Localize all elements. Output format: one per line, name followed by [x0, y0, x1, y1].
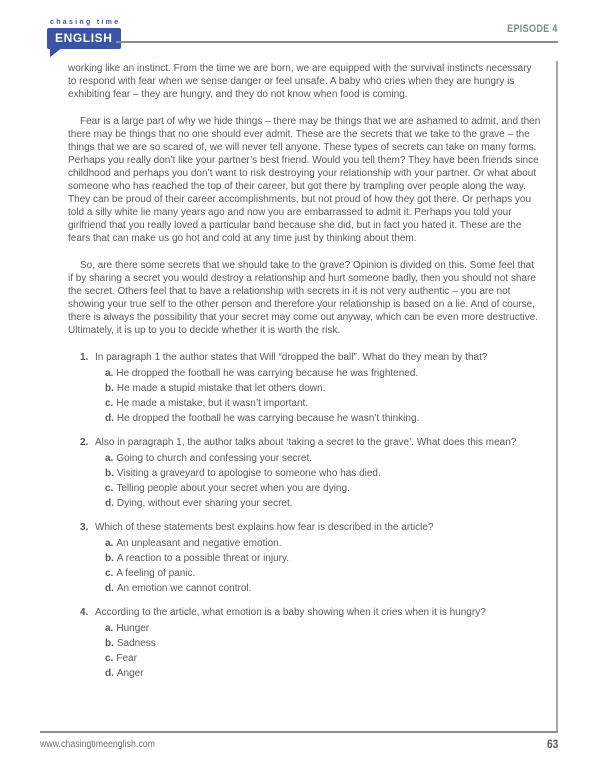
question-1	[80, 351, 541, 426]
option-text: He dropped the football he was carrying because he wasn’t thinking.	[116, 413, 420, 424]
comprehension-questions	[68, 351, 541, 681]
answer-option	[105, 366, 541, 381]
question-number: 4.	[80, 607, 89, 618]
option-letter: d.	[105, 413, 114, 424]
answer-option	[105, 636, 541, 651]
option-text: An unpleasant and negative emotion.	[116, 538, 282, 549]
option-text: Dying, without ever sharing your secret.	[116, 498, 293, 509]
option-text: Telling people about your secret when you are dying.	[116, 483, 350, 494]
footer-divider	[40, 731, 558, 733]
question-number: 3.	[80, 522, 89, 533]
right-margin-rule	[556, 61, 558, 733]
logo-wordmark: ENGLISH	[55, 31, 113, 45]
option-text: Anger	[116, 668, 144, 679]
answer-option	[105, 466, 541, 481]
option-letter: b.	[105, 638, 114, 649]
question-number: 2.	[80, 437, 89, 448]
answer-option	[105, 411, 541, 426]
question-text: In paragraph 1 the author states that Will “dropped the ball”. What do they mean by that?	[95, 352, 488, 363]
question-body	[95, 606, 541, 681]
chasing-time-english-logo	[47, 19, 121, 49]
header-divider	[116, 41, 558, 43]
option-text: He dropped the football he was carrying because he was frightened.	[116, 368, 419, 379]
footer-website-url: www.chasingtimeenglish.com	[40, 739, 155, 750]
article-content	[68, 62, 541, 681]
question-text: Which of these statements best explains how fear is described in the article?	[95, 522, 434, 533]
option-letter: d.	[105, 668, 114, 679]
episode-label: EPISODE 4	[507, 23, 558, 35]
option-letter: a.	[105, 453, 114, 464]
logo-speech-bubble	[47, 28, 121, 49]
option-text: Fear	[116, 653, 137, 664]
answer-option	[105, 551, 541, 566]
option-letter: a.	[105, 538, 114, 549]
speech-bubble-tail-icon	[50, 48, 62, 57]
option-letter: d.	[105, 583, 114, 594]
option-text: A reaction to a possible threat or injury.	[116, 553, 290, 564]
question-number: 1.	[80, 352, 89, 363]
option-text: He made a mistake, but it wasn’t important.	[116, 398, 309, 409]
question-text: Also in paragraph 1, the author talks about ‘taking a secret to the grave’. What does this mean?	[95, 437, 517, 448]
option-letter: c.	[105, 568, 114, 579]
answer-option	[105, 496, 541, 511]
answer-option	[105, 666, 541, 681]
answer-option	[105, 451, 541, 466]
answer-option	[105, 581, 541, 596]
answer-option	[105, 621, 541, 636]
option-text: Visiting a graveyard to apologise to someone who has died.	[116, 468, 381, 479]
option-text: Going to church and confessing your secret.	[116, 453, 313, 464]
answer-option	[105, 381, 541, 396]
option-letter: b.	[105, 383, 114, 394]
option-letter: a.	[105, 623, 114, 634]
question-body	[95, 436, 541, 511]
answer-option	[105, 481, 541, 496]
article-paragraph: working like an instinct. From the time we are born, we are equipped with the survival instincts necessary to respond with fear when we sense danger or feel unsafe. A baby who cries when they are hungry is exhibiting fear – they are hungry, and they do not know when food is coming.	[68, 63, 532, 100]
option-text: A feeling of panic.	[116, 568, 196, 579]
option-letter: b.	[105, 468, 114, 479]
answer-option	[105, 536, 541, 551]
article-paragraph: So, are there some secrets that we should take to the grave? Opinion is divided on this. Some feel that if by sharing a secret you would destroy a relationship and hurt someone badly, then you should not share the secret. Others feel that to have a relationship with secrets in it is not very authentic – you are not showing your true self to the other person and therefore your relationship is based on a lie. And of course, there is always the possibility that your secret may come out anyway, which can be even more destructive. Ultimately, it is up to you to decide whether it is worth the risk.	[68, 260, 539, 336]
logo-tagline: chasing time	[50, 19, 121, 26]
option-letter: c.	[105, 398, 114, 409]
option-letter: c.	[105, 483, 114, 494]
option-letter: d.	[105, 498, 114, 509]
option-letter: b.	[105, 553, 114, 564]
question-3	[80, 521, 541, 596]
option-text: He made a stupid mistake that let others down.	[116, 383, 326, 394]
answer-option	[105, 566, 541, 581]
option-text: Sadness	[116, 638, 156, 649]
question-body	[95, 521, 541, 596]
answer-option	[105, 651, 541, 666]
option-text: An emotion we cannot control.	[116, 583, 252, 594]
question-body	[95, 351, 541, 426]
option-text: Hunger	[116, 623, 150, 634]
option-letter: c.	[105, 653, 114, 664]
question-4	[80, 606, 541, 681]
page-number: 63	[546, 737, 558, 751]
question-2	[80, 436, 541, 511]
question-text: According to the article, what emotion is a baby showing when it cries when it is hungry?	[95, 607, 486, 618]
option-letter: a.	[105, 368, 114, 379]
answer-option	[105, 396, 541, 411]
article-paragraph: Fear is a large part of why we hide things – there may be things that we are ashamed to admit, and then there may be things that no one should ever admit. These are the secrets that we take to the grave – the things that we are so scared of, we will never tell anyone. These types of secrets can take on many forms. Perhaps you really don’t like your partner’s best friend. Would you tell them? They have been friends since childhood and perhaps you don’t want to risk destroying your relationship with your partner. Or what about someone who has reached the top of their career, but got there by trampling over people along the way. They can be proud of their career accomplishments, but not proud of how they got there. Or perhaps you told a silly white lie many years ago and now you are embarrassed to admit it. Perhaps you told your girlfriend that you really loved a particular band because she did, but in fact you hated it. These are the fears that can make us go hot and cold at any time just by thinking about them.	[68, 116, 541, 244]
